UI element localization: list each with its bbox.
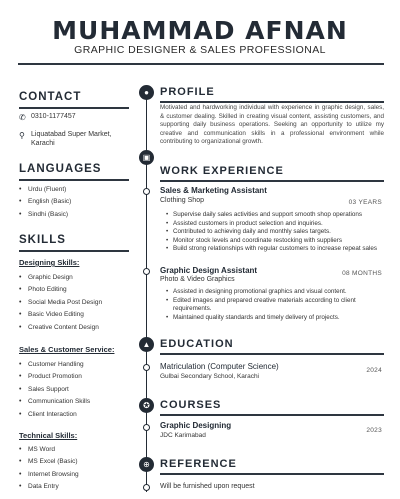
education-school: Gulbai Secondary School, Karachi [160, 373, 260, 380]
profile-text: Motivated and hardworking individual with experience in graphic design, sales, & customer dealing. Skilled in creating visual content, assisting customers, and supporting daily business operations. Seeking an opportunity to utilize my creative and communication skills in a professional environment while contributing to organizational growth. [160, 104, 384, 146]
address-line-1: Liquatabad Super Market, [31, 131, 112, 138]
contact-divider [19, 107, 129, 109]
resume-title: GRAPHIC DESIGNER & SALES PROFESSIONAL [74, 44, 326, 56]
skills-heading: SKILLS [19, 234, 66, 246]
language-item: • Sindhi (Basic) [19, 208, 71, 221]
skill-item: • Basic Video Editing [19, 309, 102, 322]
skill-item: • Data Entry [19, 481, 79, 494]
skill-item: • Client Interaction [19, 408, 90, 421]
location-icon: ⚲ [19, 131, 25, 140]
skill-item: • Customer Handling [19, 358, 90, 371]
graduation-cap-icon: ▲ [139, 337, 154, 352]
duty-item: • Assisted in designing promotional graphics and visual content. [166, 288, 384, 297]
job-title: Graphic Design Assistant [160, 266, 258, 275]
skill-item: • MS Word [19, 443, 79, 456]
skill-item: • Sales Support [19, 383, 90, 396]
phone-text: 0310-1177457 [31, 113, 76, 120]
header-divider [18, 63, 384, 65]
job-duration: 03 YEARS [348, 199, 382, 206]
contact-address [19, 131, 112, 148]
course-year: 2023 [366, 427, 382, 434]
profile-heading: PROFILE [160, 86, 215, 98]
timeline-dot [143, 268, 150, 275]
profile-divider [160, 101, 384, 103]
reference-text: Will be furnished upon request [160, 483, 255, 490]
course-institute: JDC Karimabad [160, 432, 206, 439]
experience-heading: WORK EXPERIENCE [160, 165, 284, 177]
job-duration: 08 MONTHS [342, 270, 382, 277]
timeline-dot [143, 484, 150, 491]
experience-divider [160, 180, 384, 182]
timeline-dot [143, 424, 150, 431]
education-year: 2024 [366, 367, 382, 374]
languages-list [19, 183, 71, 221]
reference-divider [160, 473, 384, 475]
course-name: Graphic Designing [160, 421, 232, 430]
skill-item: • Product Promotion [19, 371, 90, 384]
job-duties-list [166, 211, 384, 254]
briefcase-icon: ▣ [139, 150, 154, 165]
skill-item: • Internet Browsing [19, 468, 79, 481]
job-company: Clothing Shop [160, 197, 204, 204]
job-company: Photo & Video Graphics [160, 276, 235, 283]
job-title: Sales & Marketing Assistant [160, 186, 267, 195]
phone-icon: ✆ [19, 113, 26, 122]
skill-item: • Photo Editing [19, 284, 102, 297]
courses-divider [160, 414, 384, 416]
award-icon: ✪ [139, 398, 154, 413]
skill-item: • MS Excel (Basic) [19, 456, 79, 469]
job-duties-list [166, 288, 384, 322]
resume-name: MUHAMMAD AFNAN [52, 16, 348, 45]
globe-icon: ⊕ [139, 457, 154, 472]
reference-heading: REFERENCE [160, 458, 237, 470]
skill-group-title: Sales & Customer Service: [19, 345, 115, 354]
education-degree: Matriculation (Computer Science) [160, 362, 279, 371]
sales-skills-list [19, 358, 90, 421]
timeline-dot [143, 188, 150, 195]
contact-heading: CONTACT [19, 91, 82, 103]
language-item: • English (Basic) [19, 196, 71, 209]
timeline-dot [143, 364, 150, 371]
duty-item: • Maintained quality standards and timely delivery of projects. [166, 314, 384, 323]
duty-item: • Contributed to achieving daily and monthly sales targets. [166, 228, 384, 237]
duty-item: • Supervise daily sales activities and support smooth shop operations [166, 211, 384, 220]
address-line-2: Karachi [31, 139, 55, 147]
courses-heading: COURSES [160, 399, 222, 411]
duty-item: • Build strong relationships with regular customers to increase repeat sales [166, 245, 384, 254]
education-heading: EDUCATION [160, 338, 234, 350]
skill-group-title: Technical Skills: [19, 431, 78, 440]
user-icon: ● [139, 85, 154, 100]
skill-item: • Creative Content Design [19, 321, 102, 334]
skill-item: • Communication Skills [19, 396, 90, 409]
designing-skills-list [19, 271, 102, 334]
languages-divider [19, 179, 129, 181]
duty-item: • Edited images and prepared creative materials according to client requirements. [166, 297, 384, 314]
skill-item: • Social Media Post Design [19, 296, 102, 309]
languages-heading: LANGUAGES [19, 163, 102, 175]
duty-item: • Assisted customers in product selection and inquiries. [166, 220, 384, 229]
skill-group-title: Designing Skills: [19, 258, 80, 267]
contact-phone [19, 113, 76, 122]
skill-item: • Graphic Design [19, 271, 102, 284]
language-item: • Urdu (Fluent) [19, 183, 71, 196]
education-divider [160, 353, 384, 355]
duty-item: • Monitor stock levels and coordinate restocking with suppliers [166, 237, 384, 246]
technical-skills-list [19, 443, 79, 493]
skills-divider [19, 250, 129, 252]
